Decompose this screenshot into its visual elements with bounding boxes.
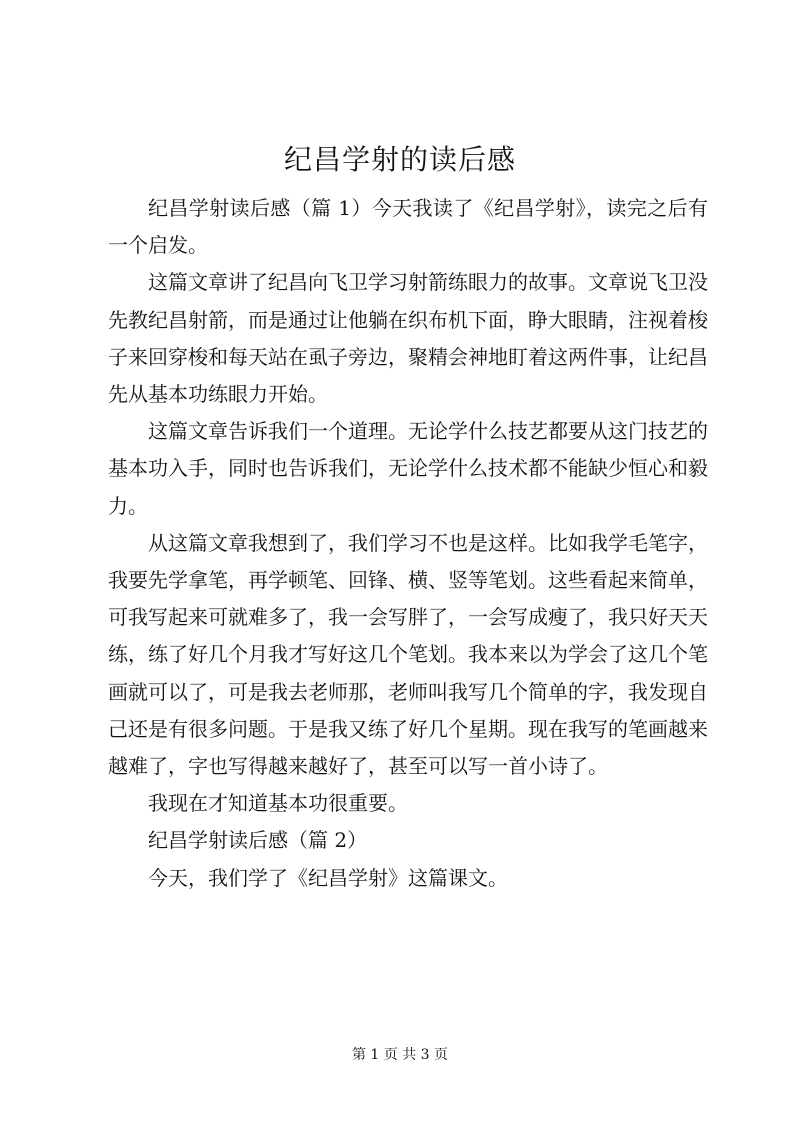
document-title: 纪昌学射的读后感 <box>283 143 516 176</box>
paragraph-6: 今天，我们学了《纪昌学射》这篇课文。 <box>148 865 508 890</box>
section-heading-2: 纪昌学射读后感（篇 2） <box>148 828 368 853</box>
paragraph-5: 我现在才知道基本功很重要。 <box>148 791 408 816</box>
paragraph-1: 纪昌学射读后感（篇 1）今天我读了《纪昌学射》，读完之后有一个启发。 <box>108 196 708 258</box>
paragraph-3: 这篇文章告诉我们一个道理。无论学什么技艺都要从这门技艺的基本功入手，同时也告诉我们，无论学什么技术都不能缺少恒心和毅力。 <box>108 419 708 518</box>
document-body <box>108 190 708 897</box>
paragraph-2: 这篇文章讲了纪昌向飞卫学习射箭练眼力的故事。文章说飞卫没先教纪昌射箭，而是通过让他躺在织布机下面，睁大眼睛，注视着梭子来回穿梭和每天站在虱子旁边，聚精会神地盯着这两件事，让纪昌先从基本功练眼力开始。 <box>108 270 708 407</box>
paragraph-4: 从这篇文章我想到了，我们学习不也是这样。比如我学毛笔字，我要先学拿笔，再学顿笔、回锋、横、竖等笔划。这些看起来简单，可我写起来可就难多了，我一会写胖了，一会写成瘦了，我只好天天练，练了好几个月我才写好这几个笔划。我本来以为学会了这几个笔画就可以了，可是我去老师那，老师叫我写几个简单的字，我发现自己还是有很多问题。于是我又练了好几个星期。现在我写的笔画越来越难了，字也写得越来越好了，甚至可以写一首小诗了。 <box>108 530 708 779</box>
page-footer: 第 1 页 共 3 页 <box>351 1047 449 1063</box>
